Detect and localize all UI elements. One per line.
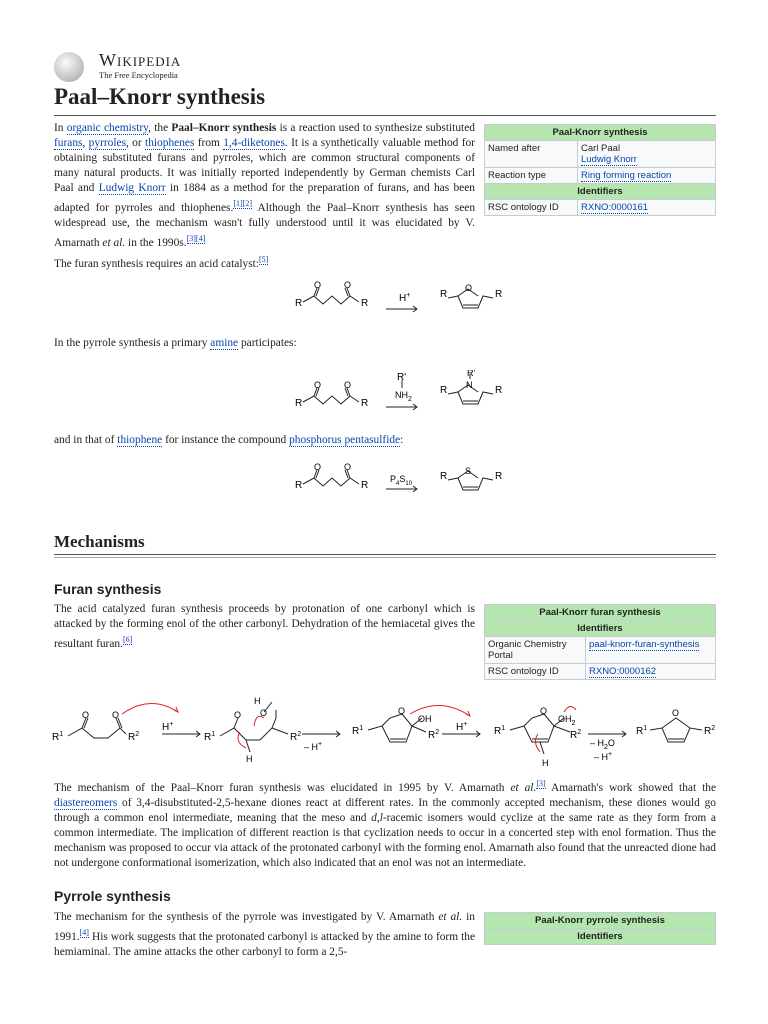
infobox-furan-identifiers: Identifiers: [485, 621, 716, 637]
mechanisms-rule-2: [54, 557, 716, 558]
pyrrole-synthesis-paragraph: The mechanism for the synthesis of the pyrrole was investigated by V. Amarnath et al. in 1991.[4] His work suggests that the protonated carbonyl is attacked by the amine to form the hemiaminal. The amine attacks the other carbonyl to form a 2,5-: [54, 911, 476, 958]
link-diastereomers[interactable]: diastereomers: [54, 796, 118, 809]
r2-label: $R^2$: [290, 731, 302, 743]
r-label: R: [295, 398, 303, 409]
r1-label: $R^1$: [204, 731, 216, 743]
o-label: O: [672, 708, 680, 718]
r1-label: $R^1$: [494, 725, 506, 737]
o-label: O: [540, 706, 548, 716]
furan-mechanism-scheme: [50, 692, 722, 772]
infobox-furan-title: Paal-Knorr furan synthesis: [485, 605, 716, 621]
r-label: R: [440, 289, 448, 300]
portal-value: [586, 637, 716, 664]
h-label: H: [246, 754, 253, 764]
link-carl-paal[interactable]: Carl Paal: [581, 143, 621, 154]
p4s10-label: $P_4S_{10}$: [390, 474, 413, 487]
o-label: O: [82, 710, 90, 720]
r-prime-label: R': [467, 370, 476, 378]
ref-3[interactable]: [3]: [536, 779, 546, 788]
named-after-value: [578, 141, 716, 168]
minus-h-plus: – H+: [594, 751, 613, 762]
link-rxno-161[interactable]: RXNO:0000161: [581, 202, 649, 213]
h-plus: H+: [399, 292, 411, 304]
infobox-furan: [484, 604, 716, 680]
reaction-type-value: [578, 168, 716, 184]
o-label: O: [260, 708, 268, 718]
link-ludwig-knorr-infobox[interactable]: Ludwig Knorr: [581, 154, 637, 165]
o-label: O: [344, 380, 352, 390]
pyrrole-amine-line: In the pyrrole synthesis a primary amine participates:: [54, 337, 297, 349]
furan-synthesis-heading: Furan synthesis: [54, 581, 162, 597]
r2-label: $R^2$: [570, 729, 582, 741]
r1-label: $R^1$: [636, 725, 648, 737]
r-label: R: [495, 289, 503, 300]
ref-5[interactable]: [5]: [258, 255, 269, 264]
rsc-value: [578, 200, 716, 216]
globe-icon: [54, 52, 84, 82]
identifiers-header: Identifiers: [485, 184, 716, 200]
r-label: R: [495, 385, 503, 396]
r-label: R: [495, 471, 503, 482]
o-label: O: [112, 710, 120, 720]
r-label: R: [440, 385, 448, 396]
r-label: R: [295, 298, 303, 309]
o-label: O: [314, 462, 322, 472]
minus-h2o: – $H_2O$: [590, 738, 615, 751]
nh2-label: $NH_2$: [395, 390, 412, 403]
named-after-label: Named after: [485, 141, 578, 168]
minus-h-plus: – H+: [304, 741, 323, 752]
portal-label: Organic Chemistry Portal: [485, 637, 586, 664]
link-ring-forming[interactable]: Ring forming reaction: [581, 170, 672, 181]
link-pyrroles[interactable]: pyrroles: [88, 137, 126, 149]
link-phosphorus-pentasulfide[interactable]: phosphorus pentasulfide: [289, 434, 401, 446]
r1-label: $R^1$: [352, 725, 364, 737]
rsc-label: RSC ontology ID: [485, 200, 578, 216]
mechanism-paragraph: The mechanism of the Paal–Knorr furan synthesis was elucidated in 1995 by V. Amarnath et al.[3] Amarnath's work showed that the diastereomers of 3,4-disubstituted-2,5-hexane diones react at different rates. In the commonly accepted mechanism, these diones would go through a common enol intermediate, meaning that the meso and d,l-racemic isomers would cyclize at the same rate as they form from a common intermediate. The implication of different reaction is that cyclization needs to occur in a concerted step with enol formation. Thus the mechanism was proposed to occur via attack of the protonated carbonyl with the forming enol. Amarnath also found that the unreacted dione had not undergone conformational isomerization, which also indicated that an enol was not an intermediate.: [54, 779, 716, 869]
n-label: N: [466, 380, 473, 390]
ref-6[interactable]: [6]: [122, 635, 133, 644]
o-label: O: [398, 706, 406, 716]
link-rxno-162[interactable]: RXNO:0000162: [589, 666, 657, 677]
h-label: H: [254, 696, 261, 706]
ref-3-4[interactable]: [3][4]: [186, 233, 206, 243]
o-label: O: [465, 283, 473, 293]
h-label: H: [542, 758, 549, 768]
r-label: R: [295, 480, 303, 491]
thiophene-line: and in that of thiophene for instance the compound phosphorus pentasulfide:: [54, 434, 404, 446]
page-title: Paal–Knorr synthesis: [54, 84, 266, 109]
intro-paragraph: In organic chemistry, the Paal–Knorr synthesis is a reaction used to synthesize substituted furans, pyrroles, or thiophenes from 1,4-diketones. It is a synthetically valuable method for obtaining substituted furans and pyrroles, which are common structural components of many natural products. It was initially reported independently by German chemists Carl Paal and Ludwig Knorr in 1884 as a method for the preparation of furans, and has been adapted for pyrroles and thiophenes.[1][2] Although the Paal–Knorr synthesis has seen widespread use, the mechanism wasn't fully understood until it was elucidated by V. Amarnath et al. in the 1990s.[3][4]: [54, 122, 476, 249]
o-label: O: [234, 710, 242, 720]
wordmark: Wikipedia: [99, 50, 182, 70]
link-organic-chemistry[interactable]: organic chemistry: [66, 122, 149, 134]
mechanisms-heading: Mechanisms: [54, 532, 145, 551]
ref-4[interactable]: [4]: [79, 928, 89, 937]
furan-synthesis-paragraph: The acid catalyzed furan synthesis proceeds by protonation of one carbonyl which is attacked by the forming enol of the other carbonyl. Dehydration of the hemiacetal gives the resultant furan.[6]: [54, 603, 475, 650]
link-portal-furan[interactable]: paal-knorr-furan-synthesis: [589, 639, 700, 650]
pyrrole-synthesis-heading: Pyrrole synthesis: [54, 888, 171, 904]
furan-acid-line: The furan synthesis requires an acid catalyst:[5]: [54, 255, 269, 270]
oh-label: OH: [418, 714, 432, 724]
link-amine[interactable]: amine: [210, 337, 239, 349]
r2-label: $R^2$: [704, 725, 716, 737]
h-plus: H+: [456, 721, 468, 733]
r-prime-label: R': [397, 372, 407, 383]
r2-label: $R^2$: [428, 729, 440, 741]
r-label: R: [440, 471, 448, 482]
o-label: O: [314, 280, 322, 290]
mechanisms-rule: [54, 554, 716, 555]
link-furans[interactable]: furans: [54, 137, 83, 149]
r-label: R: [361, 480, 369, 491]
reaction-type-label: Reaction type: [485, 168, 578, 184]
rsc-furan-value: [586, 664, 716, 680]
o-label: O: [344, 462, 352, 472]
pyrrole-scheme: [290, 370, 520, 420]
link-thiophene[interactable]: thiophene: [117, 434, 163, 446]
infobox-pyrrole-title: Paal-Knorr pyrrole synthesis: [485, 913, 716, 929]
link-thiophenes[interactable]: thiophenes: [145, 137, 195, 149]
infobox-title: Paal-Knorr synthesis: [485, 125, 716, 141]
infobox-pyrrole-identifiers: Identifiers: [485, 929, 716, 945]
r-label: R: [361, 398, 369, 409]
r2-label: $R^2$: [128, 731, 140, 743]
infobox-main: [484, 124, 716, 216]
o-label: O: [314, 380, 322, 390]
ref-1-2[interactable]: [1][2]: [233, 199, 252, 208]
r-label: R: [361, 298, 369, 309]
h-plus: H+: [162, 721, 174, 733]
oh2-label: $OH_2$: [558, 714, 576, 727]
link-ludwig-knorr[interactable]: Ludwig Knorr: [98, 182, 166, 194]
s-label: S: [465, 466, 472, 476]
wikipedia-logo[interactable]: [54, 52, 194, 84]
thiophene-scheme: [290, 462, 520, 502]
o-label: O: [344, 280, 352, 290]
link-diketones[interactable]: 1,4-diketones: [223, 137, 285, 149]
title-underline: [54, 115, 716, 116]
r1-label: $R^1$: [52, 731, 64, 743]
infobox-pyrrole: [484, 912, 716, 945]
tagline: The Free Encyclopedia: [99, 70, 178, 80]
furan-scheme: [290, 280, 520, 330]
rsc-furan-label: RSC ontology ID: [485, 664, 586, 680]
